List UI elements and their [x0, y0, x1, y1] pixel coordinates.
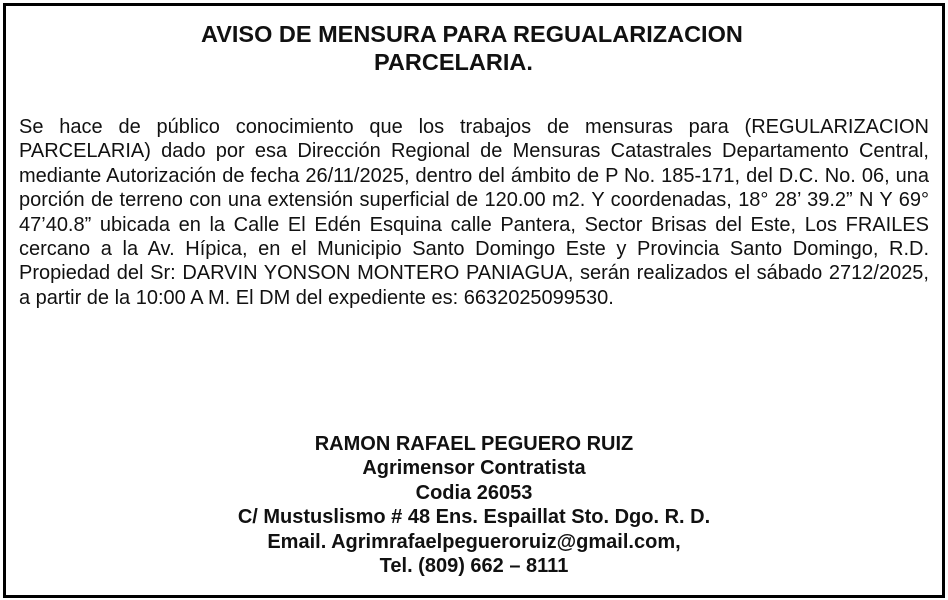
notice-box — [3, 3, 945, 598]
signatory-codia: Codia 26053 — [415, 481, 533, 504]
signatory-address: C/ Mustuslismo # 48 Ens. Espaillat Sto. Dgo. R. D. — [237, 506, 711, 529]
signatory-name: RAMON RAFAEL PEGUERO RUIZ — [314, 433, 634, 455]
notice-body: Se hace de público conocimiento que los trabajos de mensuras para (REGULARIZACION PARCELARIA) dado por esa Dirección Regional de Mensuras Catastrales Departamento Central, mediante Autorización de fecha 26/11/2025, dentro del ámbito de P No. 185-171, del D.C. No. 06, una porción de terreno con una extensión superficial de 120.00 m2. Y coordenadas, 18° 28’ 39.2” N Y 69° 47’40.8” ubicada en la Calle El Edén Esquina calle Pantera, Sector Brisas del Este, Los FRAILES cercano a la Av. Hípica, en el Municipio Santo Domingo Este y Provincia Santo Domingo, R.D. Propiedad del Sr: DARVIN YONSON MONTERO PANIAGUA, serán realizados el sábado 2712/2025, a partir de la 10:00 A M. El DM del expediente es: 6632025099530. — [19, 116, 929, 309]
signature-block — [6, 432, 942, 578]
title-line-2: PARCELARIA. — [374, 49, 533, 75]
signatory-role: Agrimensor Contratista — [362, 457, 586, 480]
signatory-phone: Tel. (809) 662 – 8111 — [379, 555, 569, 578]
signatory-email: Email. Agrimrafaelpegueroruiz@gmail.com, — [267, 530, 681, 553]
title-line-1: AVISO DE MENSURA PARA REGUALARIZACION — [201, 21, 743, 47]
notice-title — [6, 20, 942, 76]
